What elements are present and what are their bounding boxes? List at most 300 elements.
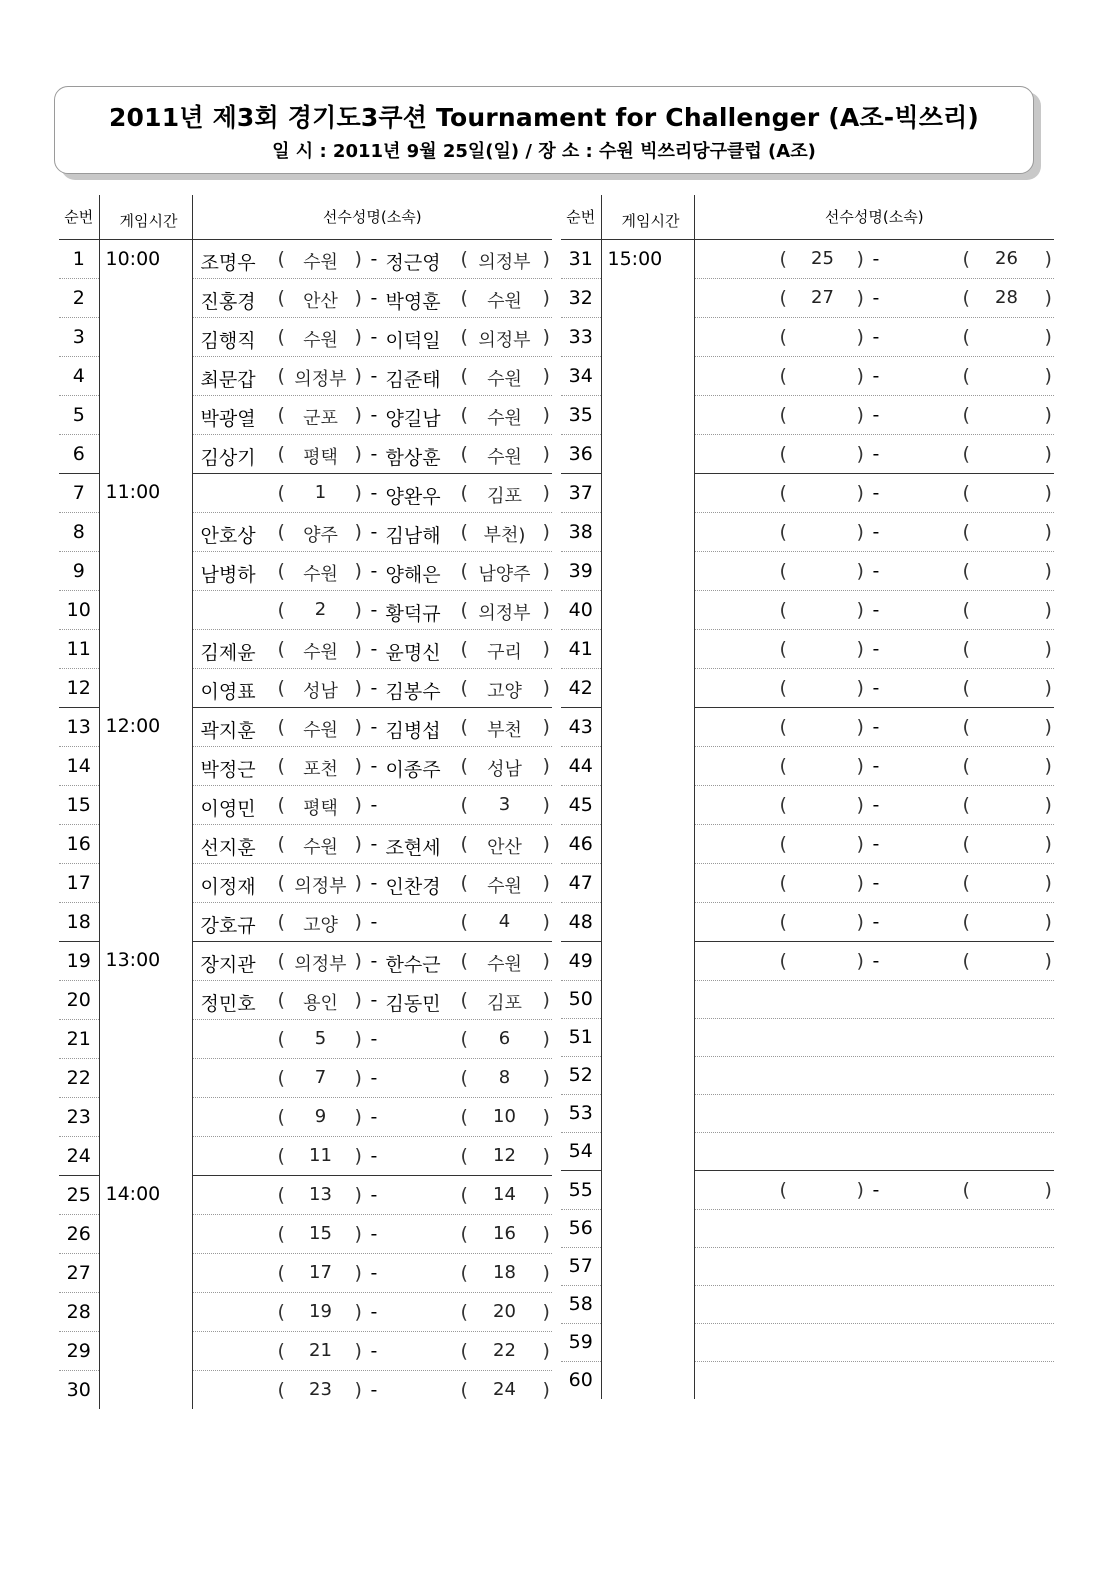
close-paren: ) bbox=[1044, 403, 1052, 426]
match-cell bbox=[694, 1094, 1054, 1132]
close-paren: ) bbox=[1044, 286, 1052, 309]
match-pairing bbox=[695, 396, 1055, 434]
open-paren: ( bbox=[277, 520, 285, 543]
open-paren: ( bbox=[277, 715, 285, 738]
player-1-affiliation: 안산 bbox=[303, 290, 338, 312]
match-number: 41 bbox=[561, 629, 601, 668]
match-number: 13 bbox=[59, 707, 99, 746]
match-cell bbox=[192, 707, 552, 746]
player-2-name: 김동민 bbox=[385, 992, 441, 1015]
open-paren: ( bbox=[962, 481, 970, 504]
player-2-affiliation: 수원 bbox=[487, 290, 522, 312]
open-paren: ( bbox=[779, 325, 787, 348]
open-paren: ( bbox=[962, 1178, 970, 1201]
player-1-name: 진홍경 bbox=[200, 290, 256, 313]
versus-dash: - bbox=[370, 1027, 378, 1050]
match-pairing bbox=[193, 357, 553, 395]
close-paren: ) bbox=[354, 1027, 362, 1050]
match-pairing bbox=[193, 1332, 553, 1370]
close-paren: ) bbox=[354, 637, 362, 660]
player-2-name: 김준태 bbox=[385, 368, 441, 391]
match-number: 56 bbox=[561, 1209, 601, 1247]
match-cell bbox=[694, 785, 1054, 824]
player-2-name: 양해은 bbox=[385, 563, 441, 586]
schedule-table-left bbox=[59, 195, 552, 1409]
player-1-affiliation: 17 bbox=[309, 1261, 332, 1283]
close-paren: ) bbox=[1044, 1178, 1052, 1201]
player-1-affiliation: 수원 bbox=[303, 641, 338, 663]
game-time bbox=[601, 941, 694, 1170]
close-paren: ) bbox=[354, 403, 362, 426]
open-paren: ( bbox=[460, 1027, 468, 1050]
player-1-affiliation: 1 bbox=[314, 481, 327, 503]
match-cell bbox=[192, 980, 552, 1019]
match-cell bbox=[192, 1058, 552, 1097]
close-paren: ) bbox=[1044, 793, 1052, 816]
player-1-affiliation: 수원 bbox=[303, 563, 338, 585]
open-paren: ( bbox=[277, 1183, 285, 1206]
match-row bbox=[59, 941, 552, 980]
match-number: 46 bbox=[561, 824, 601, 863]
close-paren: ) bbox=[856, 793, 864, 816]
match-number: 50 bbox=[561, 980, 601, 1018]
versus-dash: - bbox=[872, 403, 880, 426]
close-paren: ) bbox=[856, 676, 864, 699]
open-paren: ( bbox=[460, 1261, 468, 1284]
player-2-affiliation: 22 bbox=[493, 1339, 516, 1361]
open-paren: ( bbox=[962, 559, 970, 582]
versus-dash: - bbox=[370, 1066, 378, 1089]
match-cell bbox=[192, 629, 552, 668]
match-row bbox=[561, 1170, 1054, 1209]
match-pairing bbox=[695, 630, 1055, 668]
close-paren: ) bbox=[354, 1222, 362, 1245]
versus-dash: - bbox=[370, 1183, 378, 1206]
open-paren: ( bbox=[460, 832, 468, 855]
match-pairing bbox=[193, 747, 553, 785]
player-1-affiliation: 15 bbox=[309, 1222, 332, 1244]
match-cell bbox=[192, 434, 552, 473]
match-row bbox=[59, 473, 552, 512]
player-1-affiliation: 7 bbox=[314, 1066, 327, 1088]
close-paren: ) bbox=[856, 949, 864, 972]
match-cell bbox=[192, 1370, 552, 1409]
close-paren: ) bbox=[542, 910, 550, 933]
close-paren: ) bbox=[354, 1378, 362, 1401]
versus-dash: - bbox=[370, 520, 378, 543]
player-2-affiliation: 24 bbox=[493, 1378, 516, 1400]
player-2-name: 양완우 bbox=[385, 485, 441, 508]
open-paren: ( bbox=[779, 832, 787, 855]
match-pairing bbox=[193, 708, 553, 746]
versus-dash: - bbox=[872, 871, 880, 894]
versus-dash: - bbox=[872, 325, 880, 348]
match-number: 49 bbox=[561, 941, 601, 980]
open-paren: ( bbox=[277, 910, 285, 933]
player-2-affiliation: 김포 bbox=[487, 485, 522, 507]
match-cell bbox=[192, 1253, 552, 1292]
match-number: 17 bbox=[59, 863, 99, 902]
open-paren: ( bbox=[962, 715, 970, 738]
player-1-affiliation: 23 bbox=[309, 1378, 332, 1400]
close-paren: ) bbox=[354, 598, 362, 621]
match-cell bbox=[192, 1136, 552, 1175]
close-paren: ) bbox=[542, 1066, 550, 1089]
versus-dash: - bbox=[872, 949, 880, 972]
match-pairing bbox=[193, 1020, 553, 1058]
close-paren: ) bbox=[542, 949, 550, 972]
player-1-name: 이정재 bbox=[200, 875, 256, 898]
player-1-name: 곽지훈 bbox=[200, 719, 256, 742]
close-paren: ) bbox=[1044, 715, 1052, 738]
open-paren: ( bbox=[779, 364, 787, 387]
match-cell bbox=[694, 629, 1054, 668]
match-number: 40 bbox=[561, 590, 601, 629]
player-2-affiliation: 의정부 bbox=[478, 602, 531, 624]
match-cell bbox=[694, 239, 1054, 278]
match-number: 5 bbox=[59, 395, 99, 434]
match-pairing bbox=[695, 279, 1055, 317]
open-paren: ( bbox=[460, 1066, 468, 1089]
game-time bbox=[601, 1170, 694, 1399]
open-paren: ( bbox=[277, 676, 285, 699]
open-paren: ( bbox=[277, 403, 285, 426]
close-paren: ) bbox=[542, 1105, 550, 1128]
close-paren: ) bbox=[354, 1066, 362, 1089]
match-number: 29 bbox=[59, 1331, 99, 1370]
player-2-affiliation: 6 bbox=[498, 1027, 511, 1049]
match-cell bbox=[694, 707, 1054, 746]
match-number: 24 bbox=[59, 1136, 99, 1175]
match-cell bbox=[694, 590, 1054, 629]
close-paren: ) bbox=[542, 754, 550, 777]
close-paren: ) bbox=[856, 715, 864, 738]
match-pairing bbox=[193, 474, 553, 512]
match-number: 25 bbox=[59, 1175, 99, 1214]
match-cell bbox=[694, 668, 1054, 707]
match-cell bbox=[192, 863, 552, 902]
open-paren: ( bbox=[460, 1105, 468, 1128]
player-2-name: 정근영 bbox=[385, 251, 441, 274]
close-paren: ) bbox=[354, 364, 362, 387]
match-cell bbox=[694, 1361, 1054, 1399]
match-cell bbox=[192, 824, 552, 863]
close-paren: ) bbox=[354, 442, 362, 465]
player-1-affiliation: 수원 bbox=[303, 719, 338, 741]
versus-dash: - bbox=[370, 1339, 378, 1362]
close-paren: ) bbox=[354, 247, 362, 270]
versus-dash: - bbox=[370, 1300, 378, 1323]
close-paren: ) bbox=[1044, 949, 1052, 972]
match-cell bbox=[192, 512, 552, 551]
player-1-affiliation: 25 bbox=[811, 247, 834, 269]
open-paren: ( bbox=[460, 793, 468, 816]
match-number: 19 bbox=[59, 941, 99, 980]
close-paren: ) bbox=[1044, 910, 1052, 933]
versus-dash: - bbox=[370, 988, 378, 1011]
game-time: 13:00 bbox=[99, 941, 192, 1175]
versus-dash: - bbox=[872, 1178, 880, 1201]
open-paren: ( bbox=[962, 403, 970, 426]
open-paren: ( bbox=[779, 871, 787, 894]
player-2-affiliation: 28 bbox=[995, 286, 1018, 308]
versus-dash: - bbox=[370, 754, 378, 777]
open-paren: ( bbox=[277, 1378, 285, 1401]
player-2-affiliation: 14 bbox=[493, 1183, 516, 1205]
close-paren: ) bbox=[856, 910, 864, 933]
match-cell bbox=[694, 551, 1054, 590]
versus-dash: - bbox=[370, 676, 378, 699]
open-paren: ( bbox=[962, 871, 970, 894]
column-header-no: 순번 bbox=[59, 195, 99, 239]
match-cell bbox=[192, 1214, 552, 1253]
game-time: 15:00 bbox=[601, 239, 694, 473]
player-1-name: 남병하 bbox=[200, 563, 256, 586]
match-number: 51 bbox=[561, 1018, 601, 1056]
open-paren: ( bbox=[277, 637, 285, 660]
open-paren: ( bbox=[277, 1222, 285, 1245]
close-paren: ) bbox=[354, 793, 362, 816]
open-paren: ( bbox=[779, 247, 787, 270]
player-1-affiliation: 포천 bbox=[303, 758, 338, 780]
match-pairing bbox=[193, 825, 553, 863]
match-cell bbox=[694, 512, 1054, 551]
match-cell bbox=[694, 356, 1054, 395]
player-2-affiliation: 12 bbox=[493, 1144, 516, 1166]
player-1-name: 최문갑 bbox=[200, 368, 256, 391]
match-number: 36 bbox=[561, 434, 601, 473]
player-2-affiliation: 부천) bbox=[483, 524, 526, 546]
match-pairing bbox=[695, 747, 1055, 785]
player-2-name: 이종주 bbox=[385, 758, 441, 781]
close-paren: ) bbox=[856, 871, 864, 894]
match-number: 42 bbox=[561, 668, 601, 707]
close-paren: ) bbox=[856, 832, 864, 855]
open-paren: ( bbox=[962, 442, 970, 465]
match-cell bbox=[192, 317, 552, 356]
player-1-affiliation: 2 bbox=[314, 598, 327, 620]
versus-dash: - bbox=[872, 676, 880, 699]
close-paren: ) bbox=[542, 247, 550, 270]
match-number: 37 bbox=[561, 473, 601, 512]
player-1-affiliation: 성남 bbox=[303, 680, 338, 702]
open-paren: ( bbox=[277, 793, 285, 816]
match-cell bbox=[192, 746, 552, 785]
match-cell bbox=[192, 278, 552, 317]
player-2-affiliation: 수원 bbox=[487, 953, 522, 975]
versus-dash: - bbox=[370, 286, 378, 309]
player-1-affiliation: 13 bbox=[309, 1183, 332, 1205]
player-2-affiliation: 고양 bbox=[487, 680, 522, 702]
close-paren: ) bbox=[542, 481, 550, 504]
close-paren: ) bbox=[542, 559, 550, 582]
player-2-name: 박영훈 bbox=[385, 290, 441, 313]
match-cell bbox=[192, 1292, 552, 1331]
open-paren: ( bbox=[962, 520, 970, 543]
column-header-time: 게임시간 bbox=[601, 195, 694, 239]
match-pairing bbox=[193, 591, 553, 629]
page-subtitle: 일 시 : 2011년 9월 25일(일) / 장 소 : 수원 빅쓰리당구클럽 (A조) bbox=[272, 141, 816, 162]
match-pairing bbox=[193, 435, 553, 473]
player-2-affiliation: 16 bbox=[493, 1222, 516, 1244]
player-1-affiliation: 11 bbox=[309, 1144, 332, 1166]
open-paren: ( bbox=[779, 520, 787, 543]
open-paren: ( bbox=[460, 637, 468, 660]
open-paren: ( bbox=[277, 481, 285, 504]
match-number: 60 bbox=[561, 1361, 601, 1399]
player-1-name: 정민호 bbox=[200, 992, 256, 1015]
match-number: 57 bbox=[561, 1247, 601, 1285]
open-paren: ( bbox=[277, 286, 285, 309]
match-number: 38 bbox=[561, 512, 601, 551]
match-pairing bbox=[193, 279, 553, 317]
open-paren: ( bbox=[460, 1222, 468, 1245]
match-number: 30 bbox=[59, 1370, 99, 1409]
open-paren: ( bbox=[779, 676, 787, 699]
match-pairing bbox=[193, 669, 553, 707]
versus-dash: - bbox=[370, 949, 378, 972]
player-2-name: 인찬경 bbox=[385, 875, 441, 898]
player-2-name: 함상훈 bbox=[385, 446, 441, 469]
match-pairing bbox=[695, 513, 1055, 551]
match-number: 33 bbox=[561, 317, 601, 356]
match-number: 44 bbox=[561, 746, 601, 785]
close-paren: ) bbox=[354, 481, 362, 504]
match-row bbox=[59, 1175, 552, 1214]
match-row bbox=[59, 707, 552, 746]
match-row bbox=[561, 941, 1054, 980]
match-pairing bbox=[695, 786, 1055, 824]
versus-dash: - bbox=[370, 1222, 378, 1245]
versus-dash: - bbox=[370, 442, 378, 465]
open-paren: ( bbox=[460, 364, 468, 387]
match-pairing bbox=[193, 903, 553, 941]
match-cell bbox=[192, 902, 552, 941]
versus-dash: - bbox=[370, 403, 378, 426]
match-number: 16 bbox=[59, 824, 99, 863]
close-paren: ) bbox=[856, 1178, 864, 1201]
close-paren: ) bbox=[542, 1339, 550, 1362]
close-paren: ) bbox=[354, 1261, 362, 1284]
versus-dash: - bbox=[370, 1144, 378, 1167]
match-pairing bbox=[193, 1098, 553, 1136]
versus-dash: - bbox=[370, 832, 378, 855]
match-cell bbox=[694, 395, 1054, 434]
close-paren: ) bbox=[354, 754, 362, 777]
player-2-affiliation: 수원 bbox=[487, 368, 522, 390]
player-1-name: 이영민 bbox=[200, 797, 256, 820]
open-paren: ( bbox=[460, 247, 468, 270]
versus-dash: - bbox=[872, 598, 880, 621]
versus-dash: - bbox=[872, 364, 880, 387]
close-paren: ) bbox=[856, 754, 864, 777]
match-pairing bbox=[193, 1254, 553, 1292]
match-cell bbox=[694, 1056, 1054, 1094]
match-pairing bbox=[193, 630, 553, 668]
close-paren: ) bbox=[856, 520, 864, 543]
close-paren: ) bbox=[542, 1222, 550, 1245]
match-number: 2 bbox=[59, 278, 99, 317]
open-paren: ( bbox=[460, 1300, 468, 1323]
close-paren: ) bbox=[354, 1300, 362, 1323]
versus-dash: - bbox=[370, 364, 378, 387]
player-1-affiliation: 고양 bbox=[303, 914, 338, 936]
match-cell bbox=[192, 590, 552, 629]
versus-dash: - bbox=[872, 793, 880, 816]
match-pairing bbox=[193, 318, 553, 356]
match-number: 27 bbox=[59, 1253, 99, 1292]
player-2-name: 양길남 bbox=[385, 407, 441, 430]
open-paren: ( bbox=[460, 1144, 468, 1167]
match-row bbox=[561, 707, 1054, 746]
open-paren: ( bbox=[277, 1339, 285, 1362]
open-paren: ( bbox=[962, 325, 970, 348]
open-paren: ( bbox=[277, 832, 285, 855]
close-paren: ) bbox=[1044, 598, 1052, 621]
match-row bbox=[561, 473, 1054, 512]
close-paren: ) bbox=[542, 676, 550, 699]
game-time: 12:00 bbox=[99, 707, 192, 941]
player-1-name: 김상기 bbox=[200, 446, 256, 469]
player-1-name: 조명우 bbox=[200, 251, 256, 274]
game-time: 11:00 bbox=[99, 473, 192, 707]
header-row bbox=[59, 195, 552, 239]
close-paren: ) bbox=[354, 559, 362, 582]
match-pairing bbox=[193, 1371, 553, 1409]
close-paren: ) bbox=[856, 403, 864, 426]
match-pairing bbox=[695, 825, 1055, 863]
match-pairing bbox=[695, 552, 1055, 590]
match-pairing bbox=[695, 903, 1055, 941]
close-paren: ) bbox=[1044, 871, 1052, 894]
versus-dash: - bbox=[370, 910, 378, 933]
open-paren: ( bbox=[460, 325, 468, 348]
player-2-affiliation: 성남 bbox=[487, 758, 522, 780]
close-paren: ) bbox=[542, 637, 550, 660]
player-1-affiliation: 수원 bbox=[303, 836, 338, 858]
close-paren: ) bbox=[1044, 637, 1052, 660]
versus-dash: - bbox=[872, 247, 880, 270]
close-paren: ) bbox=[1044, 832, 1052, 855]
match-pairing bbox=[193, 1059, 553, 1097]
match-pairing bbox=[193, 981, 553, 1019]
versus-dash: - bbox=[370, 637, 378, 660]
match-cell bbox=[192, 473, 552, 512]
close-paren: ) bbox=[542, 520, 550, 543]
open-paren: ( bbox=[277, 871, 285, 894]
game-time bbox=[601, 707, 694, 941]
close-paren: ) bbox=[542, 1027, 550, 1050]
close-paren: ) bbox=[542, 598, 550, 621]
match-pairing bbox=[193, 942, 553, 980]
column-header-no: 순번 bbox=[561, 195, 601, 239]
match-cell bbox=[694, 941, 1054, 980]
open-paren: ( bbox=[277, 1105, 285, 1128]
match-pairing bbox=[193, 1293, 553, 1331]
player-1-affiliation: 군포 bbox=[303, 407, 338, 429]
versus-dash: - bbox=[370, 325, 378, 348]
player-2-affiliation: 남양주 bbox=[478, 563, 531, 585]
close-paren: ) bbox=[856, 442, 864, 465]
match-number: 54 bbox=[561, 1132, 601, 1170]
versus-dash: - bbox=[872, 481, 880, 504]
open-paren: ( bbox=[460, 715, 468, 738]
versus-dash: - bbox=[370, 871, 378, 894]
player-2-affiliation: 김포 bbox=[487, 992, 522, 1014]
close-paren: ) bbox=[354, 1105, 362, 1128]
open-paren: ( bbox=[460, 520, 468, 543]
player-2-name: 한수근 bbox=[385, 953, 441, 976]
